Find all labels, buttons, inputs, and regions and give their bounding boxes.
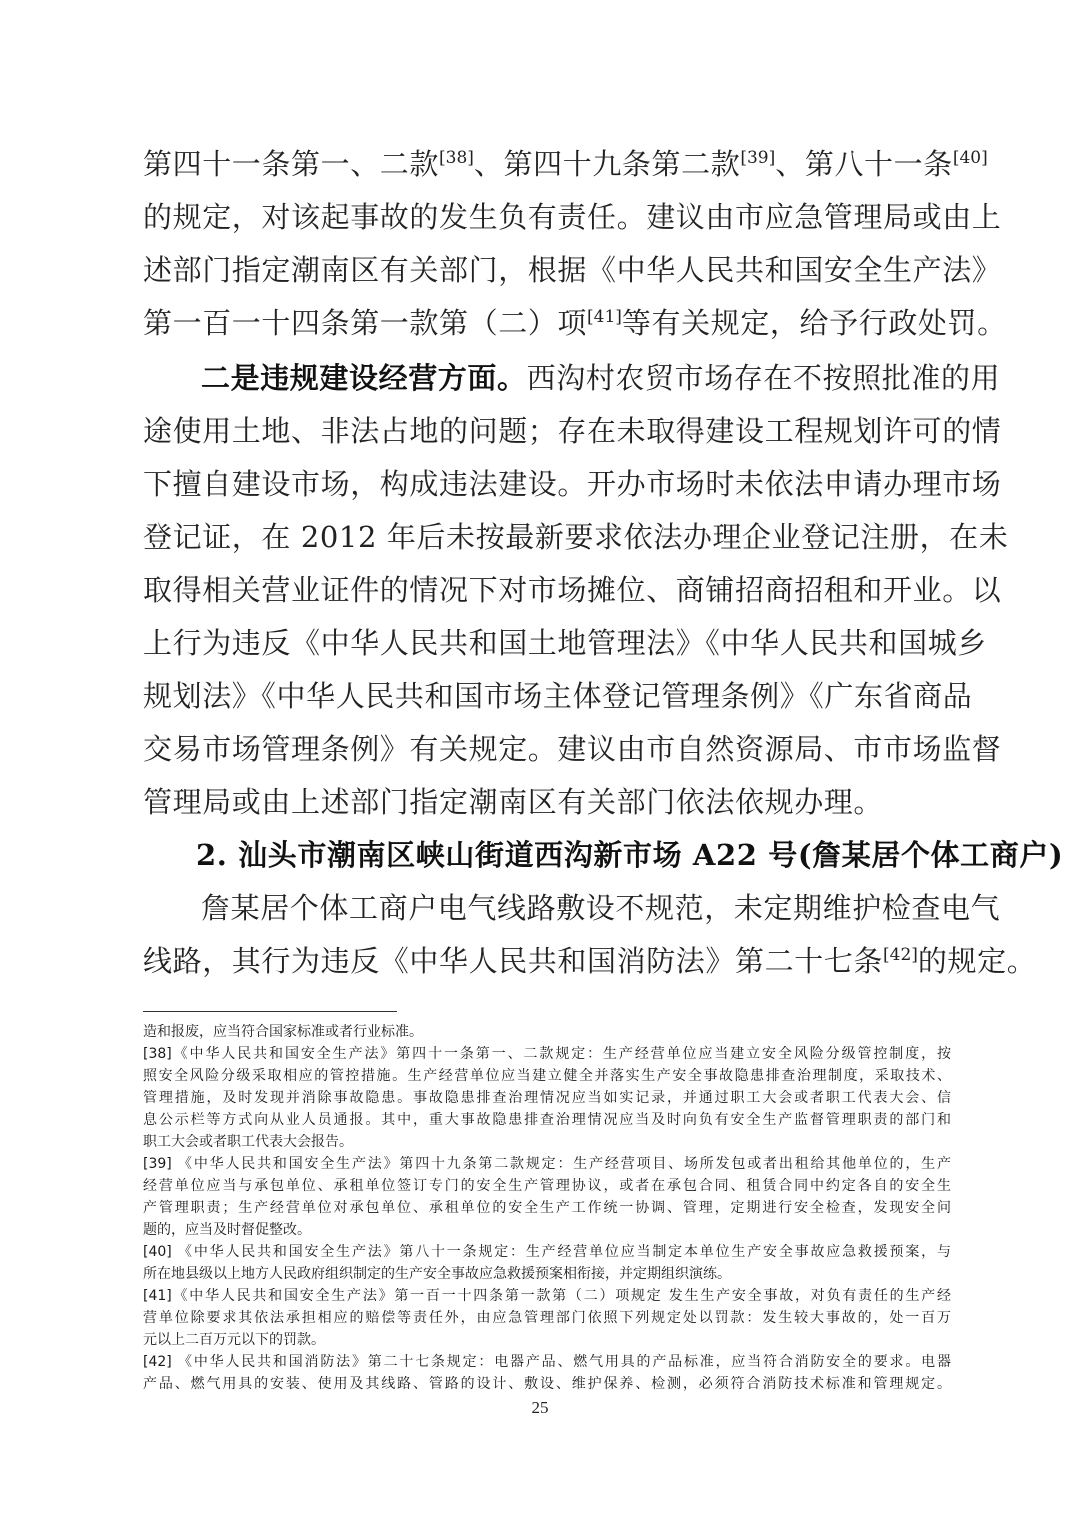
footnote-ref-42: [42] [883, 945, 918, 965]
body-line: 取得相关营业证件的情况下对市场摊位、商铺招商招租和开业。以 [143, 573, 1002, 607]
footnote-ref-40: [40] [952, 148, 988, 168]
footnote-ref-38: [38] [439, 148, 474, 168]
body-line: 下擅自建设市场，构成违法建设。开办市场时未依法申请办理市场 [143, 467, 1002, 501]
body-line [143, 305, 1007, 341]
body-text: 等有关规定，给予行政处罚。 [621, 306, 1007, 340]
body-text: 第一百一十四条第一款第（二）项 [143, 306, 588, 340]
footnote-line: [41]《中华人民共和国安全生产法》第一百一十四条第一款第（二）项规定 发生生产安全事故，对负有责任的生产经 [143, 1288, 951, 1304]
footnote-line: 题的，应当及时督促整改。 [143, 1222, 311, 1238]
footnote-line: [39] 《中华人民共和国安全生产法》第四十九条第二款规定：生产经营项目、场所发包或者出租给其他单位的，生产 [143, 1156, 951, 1172]
footnote-line: [42] 《中华人民共和国消防法》第二十七条规定：电器产品、燃气用具的产品标准，应当符合消防安全的要求。电器 [143, 1354, 951, 1370]
footnote-line: 照安全风险分级采取相应的管控措施。生产经营单位应当建立健全并落实生产安全事故隐患排查治理制度，采取技术、 [143, 1068, 951, 1084]
paragraph-heading: 二是违规建设经营方面。 [201, 361, 527, 395]
body-text: 西沟村农贸市场存在不按照批准的用 [526, 361, 1001, 395]
body-line: 詹某居个体工商户电气线路敷设不规范，未定期维护检查电气 [201, 891, 1001, 925]
footnote-line: 产管理职责；生产经营单位对承包单位、承租单位的安全生产工作统一协调、管理，定期进行安全检查，发现安全问 [143, 1200, 951, 1216]
body-line [201, 360, 1001, 396]
footnote-ref-39: [39] [740, 148, 776, 168]
page-number: 25 [531, 1398, 549, 1417]
body-text: 线路，其行为违反《中华人民共和国消防法》第二十七条 [143, 944, 884, 978]
footnote-line: 营单位除要求其依法承担相应的赔偿等责任外，由应急管理部门依照下列规定处以罚款：发生较大事故的，处一百万 [143, 1310, 951, 1326]
body-line: 上行为违反《中华人民共和国土地管理法》《中华人民共和国城乡 [143, 626, 987, 660]
footnote-line: 产品、燃气用具的安装、使用及其线路、管路的设计、敷设、维护保养、检测，必须符合消防技术标准和管理规定。 [143, 1376, 951, 1392]
body-line: 途使用土地、非法占地的问题；存在未取得建设工程规划许可的情 [143, 414, 1002, 448]
footnote-line: [38]《中华人民共和国安全生产法》第四十一条第一、二款规定：生产经营单位应当建立安全风险分级管控制度，按 [143, 1046, 951, 1062]
footnote-line: [40] 《中华人民共和国安全生产法》第八十一条规定：生产经营单位应当制定本单位生产安全事故应急救援预案，与 [143, 1244, 951, 1260]
body-line: 登记证，在 2012 年后未按最新要求依法办理企业登记注册，在未 [143, 520, 1009, 554]
body-line: 交易市场管理条例》有关规定。建议由市自然资源局、市市场监督 [143, 732, 1002, 766]
footnote-line: 息公示栏等方式向从业人员通报。其中，重大事故隐患排查治理情况应当及时向负有安全生产监督管理职责的部门和 [143, 1112, 951, 1128]
footnote-line: 元以上二百万元以下的罚款。 [143, 1332, 325, 1348]
body-text: 、第八十一条 [775, 147, 953, 181]
footnote-line: 经营单位应当与承包单位、承租单位签订专门的安全生产管理协议，或者在承包合同、租赁合同中约定各自的安全生 [143, 1178, 951, 1194]
section-heading: 2. 汕头市潮南区峡山街道西沟新市场 A22 号(詹某居个体工商户) [196, 838, 1064, 872]
body-line: 管理局或由上述部门指定潮南区有关部门依法依规办理。 [143, 785, 884, 819]
body-text: 的规定。 [917, 944, 1037, 978]
body-text: 、第四十九条第二款 [473, 147, 741, 181]
body-line: 的规定，对该起事故的发生负有责任。建议由市应急管理局或由上 [143, 200, 1002, 234]
body-line [143, 146, 988, 182]
body-text: 第四十一条第一、二款 [143, 147, 440, 181]
footnote-ref-41: [41] [587, 307, 622, 327]
footnote-line: 管理措施，及时发现并消除事故隐患。事故隐患排查治理情况应当如实记录，并通过职工大会或者职工代表大会、信 [143, 1090, 951, 1106]
body-line: 述部门指定潮南区有关部门，根据《中华人民共和国安全生产法》 [143, 253, 1002, 287]
footnote-line: 职工大会或者职工代表大会报告。 [143, 1134, 353, 1150]
footnote-line: 造和报废，应当符合国家标准或者行业标准。 [143, 1024, 423, 1040]
footnote-separator [143, 1011, 397, 1012]
body-line: 规划法》《中华人民共和国市场主体登记管理条例》《广东省商品 [143, 679, 973, 713]
footnote-line: 所在地县级以上地方人民政府组织制定的生产安全事故应急救援预案相衔接，并定期组织演练。 [143, 1266, 731, 1282]
body-line [143, 943, 1037, 979]
